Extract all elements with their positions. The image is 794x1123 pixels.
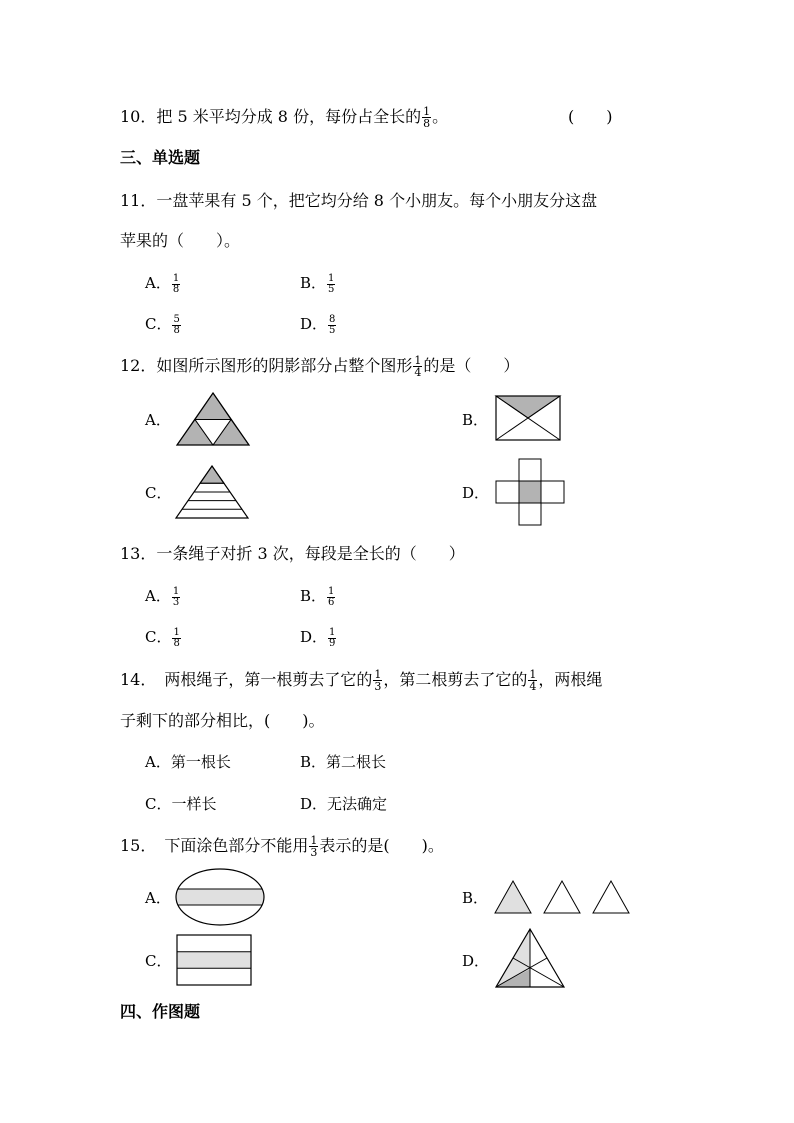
option-a[interactable]: A． [145,889,171,907]
section-heading-4: 四、作图题 [120,1002,201,1021]
fraction: $\frac{1}{5}$ [328,272,335,295]
figure-ellipse-band [175,868,265,926]
question-text: ．把 5 米平均分成 8 份，每份占全长的 [140,107,422,126]
option-a[interactable]: A． [145,411,171,429]
fraction: $\frac{1}{3}$ [172,585,180,608]
section-heading-3: 三、单选题 [120,148,201,167]
question-10 [120,106,448,129]
figure-rectangle-diagonals [495,395,561,441]
fraction: $\frac{8}{5}$ [329,313,336,336]
option-c[interactable]: C． $\frac{5}{8}$ [145,313,180,336]
figure-rectangle-bands [176,934,252,986]
figure-triangle-medians [495,928,565,988]
fraction: $\frac{1}{4}$ [529,668,537,693]
option-c[interactable]: C． $\frac{1}{8}$ [145,626,180,649]
figure-triangle-stripes [175,465,249,519]
option-d[interactable]: D． [462,952,490,970]
option-a[interactable]: A． $\frac{1}{8}$ [145,272,180,295]
figure-triangle-subdivided [176,392,250,446]
fraction: $\frac{1}{4}$ [414,354,422,379]
question-12: 12．如图所示图形的阴影部分占整个图形 $\frac{1}{4}$ 的是（ ） [120,354,520,379]
fraction: $\frac{1}{6}$ [328,585,335,608]
option-c[interactable]: C． [145,484,172,502]
figure-three-triangles [494,880,632,914]
question-tail: 。 [432,107,449,126]
fraction: $\frac{1}{3}$ [374,668,382,693]
question-14-line1: 14． 两根绳子，第一根剪去了它的 $\frac{1}{3}$ ，第二根剪去了它的 $\frac{1}{4}$ ，两根绳 [120,668,603,693]
option-c[interactable]: C．一样长 [145,795,217,813]
option-b[interactable]: B．第二根长 [300,753,387,771]
fraction: $\frac{1}{3}$ [310,834,318,859]
option-d[interactable]: D． $\frac{8}{5}$ [300,313,336,336]
option-a[interactable]: A．第一根长 [145,753,231,771]
fraction: $\frac{1}{9}$ [329,626,336,649]
figure-cross-squares [495,458,565,526]
option-b[interactable]: B． [462,889,489,907]
fraction: $\frac{1}{8}$ [423,105,431,130]
fraction: $\frac{1}{8}$ [173,626,180,649]
fraction: $\frac{5}{8}$ [173,313,180,336]
option-b[interactable]: B． [462,411,489,429]
option-b[interactable]: B． $\frac{1}{5}$ [300,272,335,295]
question-14-line2: 子剩下的部分相比，( )。 [120,711,325,730]
option-b[interactable]: B． $\frac{1}{6}$ [300,585,335,608]
question-13: 13．一条绳子对折 3 次，每段是全长的（ ） [120,544,465,563]
answer-paren[interactable]: ( ) [568,107,613,126]
question-number: 10 [120,107,141,126]
question-11-line1: 11．一盘苹果有 5 个，把它均分给 8 个小朋友。每个小朋友分这盘 [120,191,598,210]
option-d[interactable]: D．无法确定 [300,795,388,813]
option-c[interactable]: C． [145,952,172,970]
option-d[interactable]: D． $\frac{1}{9}$ [300,626,336,649]
question-11-line2: 苹果的（ ）。 [120,231,241,250]
question-15: 15． 下面涂色部分不能用 $\frac{1}{3}$ 表示的是( )。 [120,834,444,859]
option-a[interactable]: A． $\frac{1}{3}$ [145,585,180,608]
fraction: $\frac{1}{8}$ [172,272,180,295]
option-d[interactable]: D． [462,484,490,502]
